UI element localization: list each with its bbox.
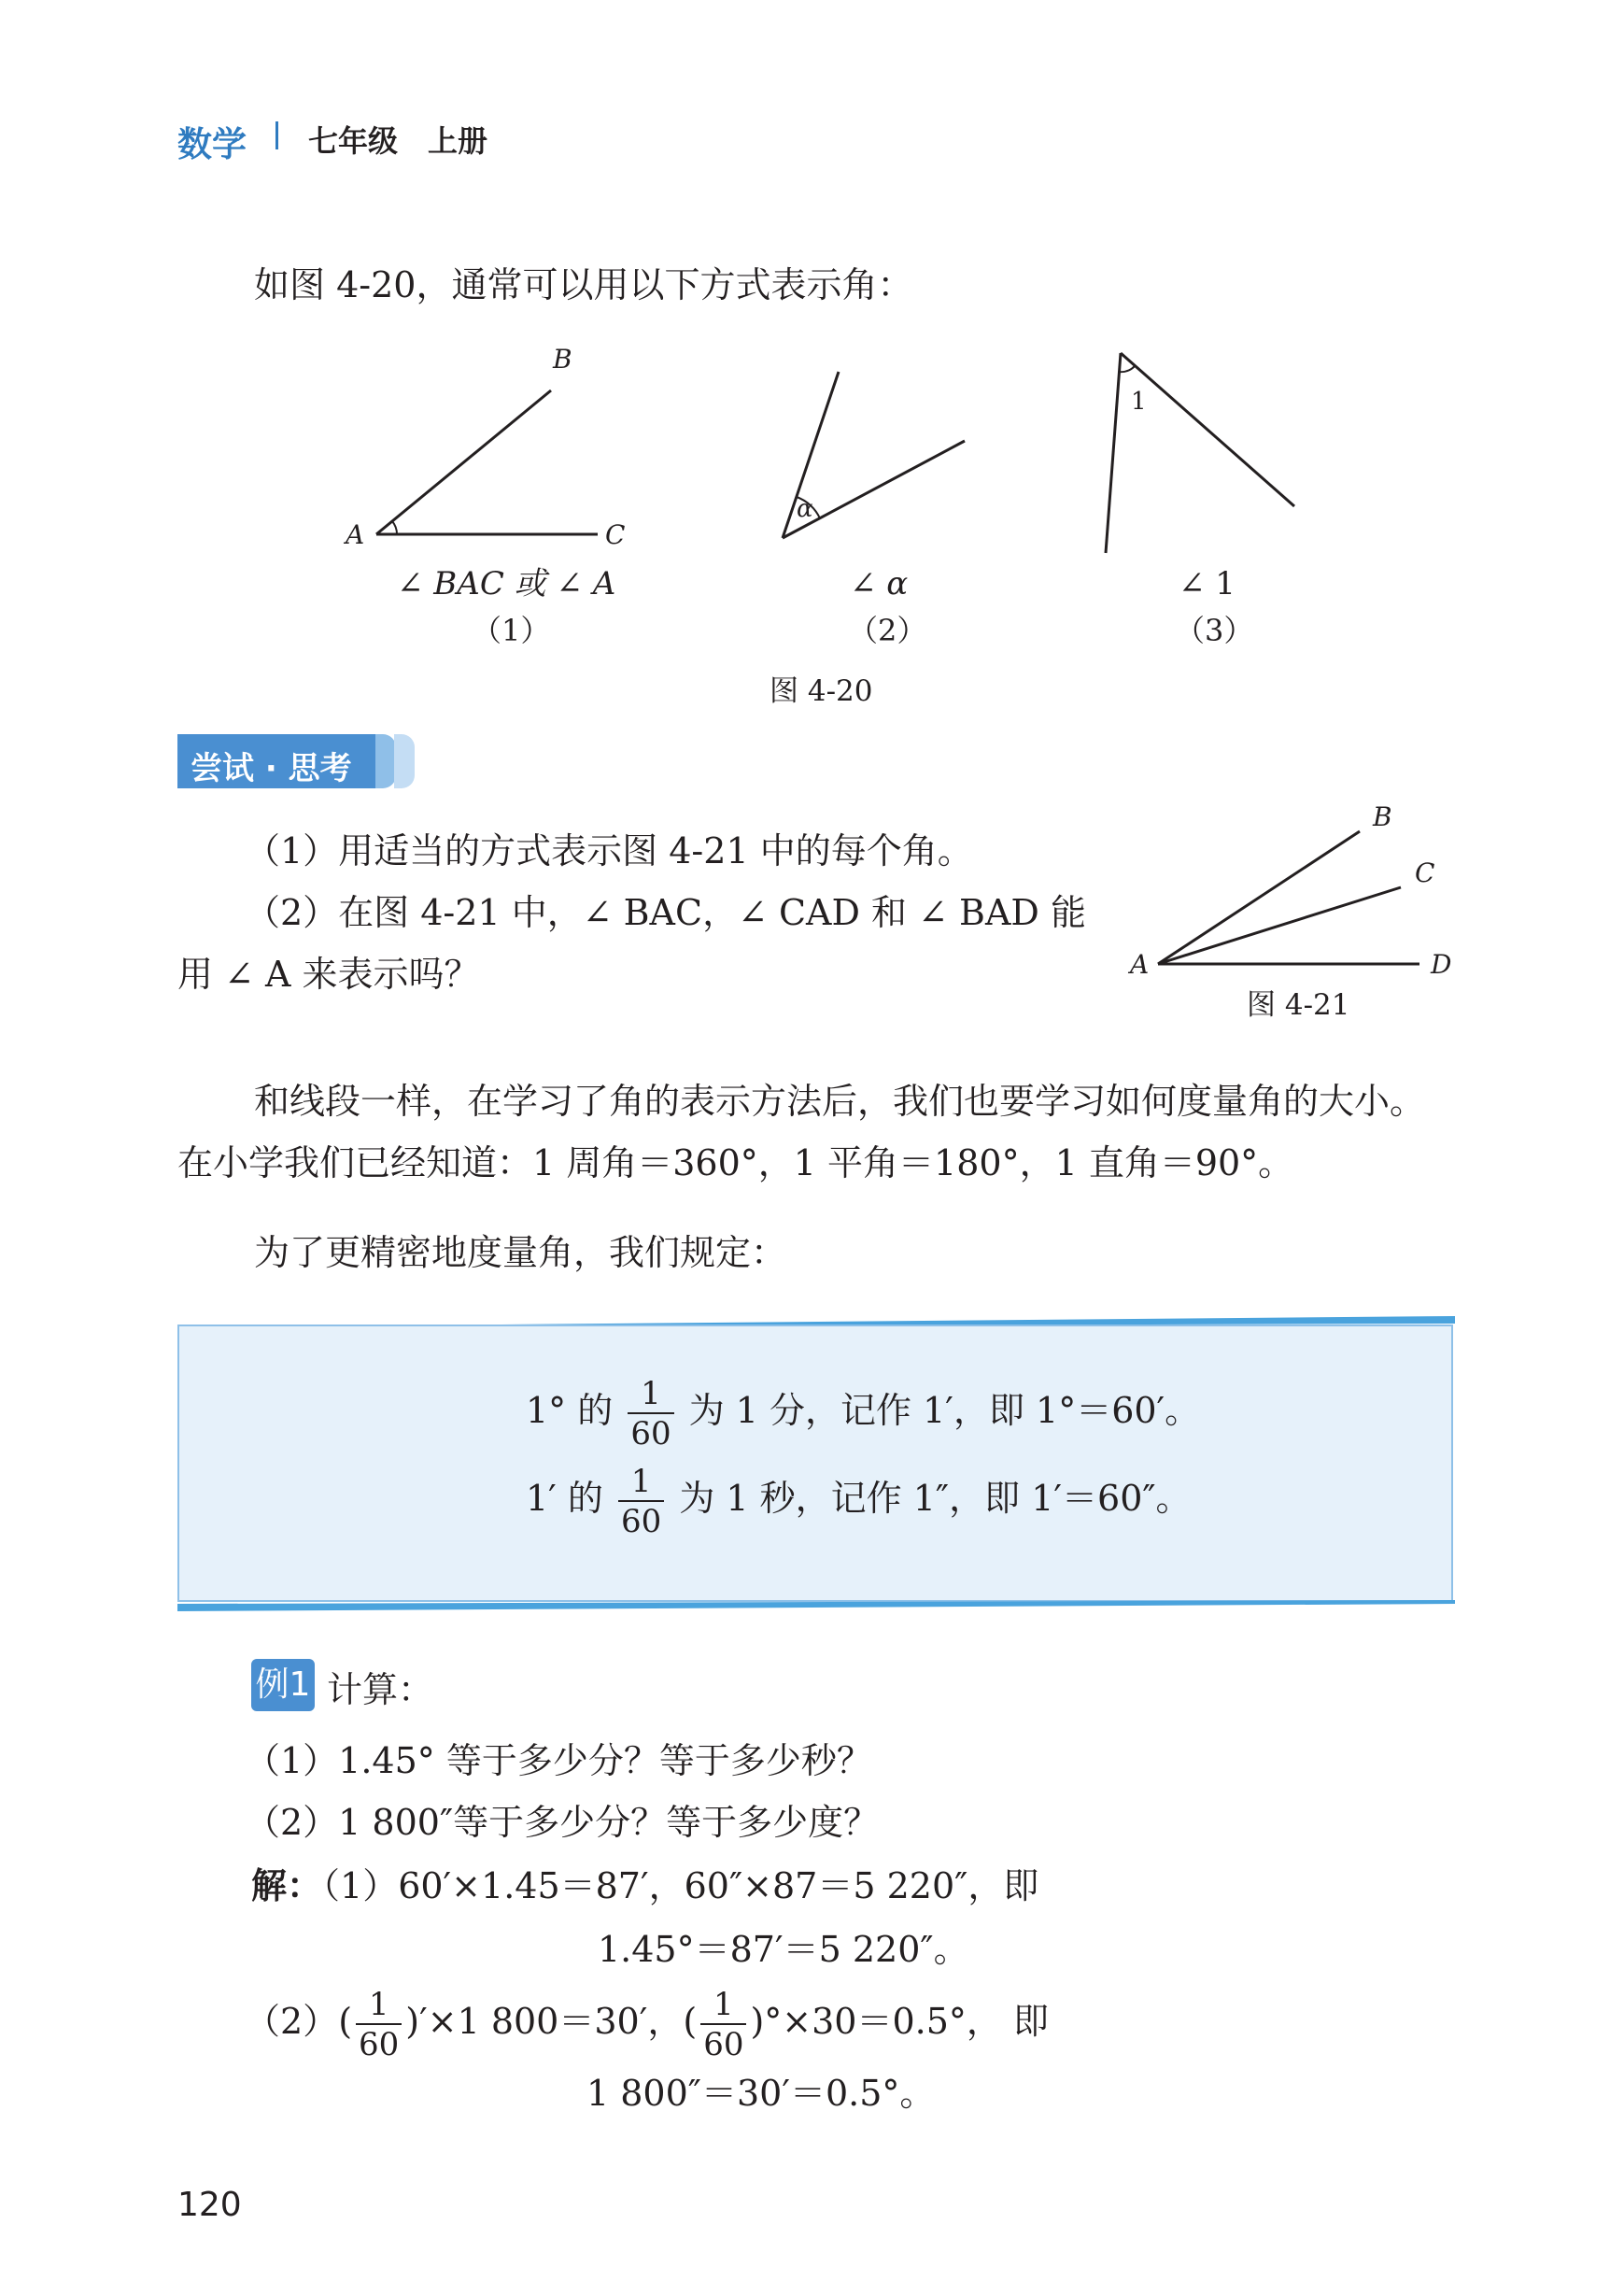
point-label-c-4-21: C [1415,857,1435,888]
figure-label-4-21: 图 4-21 [1247,988,1350,1022]
try-think-question-1: （1）用适当的方式表示图 4-21 中的每个角。 [245,830,973,871]
paragraph-1-line-1: 和线段一样，在学习了角的表示方法后，我们也要学习如何度量角的大小。 [254,1081,1426,1122]
solution-label: 解： [251,1865,323,1906]
definition-line-2-post: 为 1 秒，记作 1″，即 1′＝60″。 [679,1478,1192,1519]
figure-4-20 [0,0,1624,710]
point-label-b-4-21: B [1373,801,1392,832]
paragraph-1-line-2: 在小学我们已经知道：1 周角＝360°，1 平角＝180°，1 直角＝90°。 [177,1142,1294,1183]
try-think-question-2-cont: 用 ∠ A 来表示吗？ [177,954,480,995]
definition-line-2-pre: 1′ 的 [526,1478,603,1519]
header-book-title: 七年级 上册 [308,123,488,159]
paragraph-2: 为了更精密地度量角，我们规定： [254,1232,787,1273]
index-panel-1: （1） [472,613,551,648]
example-badge: 例1 [251,1659,315,1711]
angle-arc-one [1119,366,1135,372]
fraction-one-sixtieth: $\frac{1}{60}$ [628,1378,673,1450]
ray-ab [376,390,551,534]
ray-ab-4-21 [1158,831,1360,964]
definition-line-2 [526,1459,1192,1540]
try-think-title: 尝试 · 思考 [191,750,352,787]
intro-text: 如图 4-20，通常可以用以下方式表示角： [254,264,913,305]
figure-label-4-20: 图 4-20 [770,674,873,708]
fraction-one-sixtieth: $\frac{1}{60}$ [618,1466,664,1537]
solution-1-result: 1.45°＝87′＝5 220″。 [598,1929,969,1970]
header-subject: 数学 [177,124,247,164]
angle-label-alpha: α [797,495,813,523]
caption-panel-3: ∠ 1 [1179,565,1236,602]
solution-2-index: （2） [245,2001,339,2042]
definition-line-1-post: 为 1 分，记作 1′，即 1°＝60′。 [688,1390,1201,1431]
solution-part-1: （1）60′×1.45＝87′，60″×87＝5 220″，即 [322,1865,1039,1906]
definition-box-bottom-bar [177,1600,1455,1611]
point-label-c: C [605,519,626,550]
solution-line-2: （2）( $\frac{1}{60}$ )′×1 800＝30′，( $\frac{1}{60}$ )°×30＝0.5°， 即 [245,1986,1049,2063]
example-question-1: （1）1.45° 等于多少分？等于多少秒？ [245,1740,872,1781]
caption-panel-2: ∠ α [850,565,909,602]
figure-4-21 [1102,794,1476,1027]
caption-panel-1: ∠ BAC 或 ∠ A [397,565,616,602]
try-think-banner [177,734,426,788]
solution-2-mid: ′×1 800＝30′， [419,2001,684,2042]
ray-one-1 [1106,353,1121,553]
point-label-b: B [553,344,572,375]
ray-one-2 [1121,353,1294,506]
page-number: 120 [177,2186,242,2224]
example-question-2: （2）1 800″等于多少分？等于多少度？ [245,1802,880,1843]
definition-line-1-pre: 1° 的 [526,1390,614,1431]
ray-ac-4-21 [1158,887,1401,964]
angle-label-one: 1 [1131,388,1147,416]
point-label-d-4-21: D [1431,949,1452,980]
example-title: 计算： [327,1669,434,1710]
solution-2-result: 1 800″＝30′＝0.5°。 [586,2073,936,2114]
solution-2-end: °×30＝0.5°， 即 [764,2001,1049,2042]
fraction-one-sixtieth: $\frac{1}{60}$ [356,1989,402,2061]
index-panel-2: （2） [848,613,927,648]
point-label-a: A [346,519,365,550]
try-think-question-2: （2）在图 4-21 中，∠ BAC，∠ CAD 和 ∠ BAD 能 [245,892,1086,933]
point-label-a-4-21: A [1130,949,1150,980]
angle-arc-a [392,521,397,534]
definition-line-1 [526,1371,1200,1450]
index-panel-3: （3） [1175,613,1254,648]
fraction-one-sixtieth: $\frac{1}{60}$ [700,1989,746,2061]
solution-line-1 [251,1865,1039,1906]
